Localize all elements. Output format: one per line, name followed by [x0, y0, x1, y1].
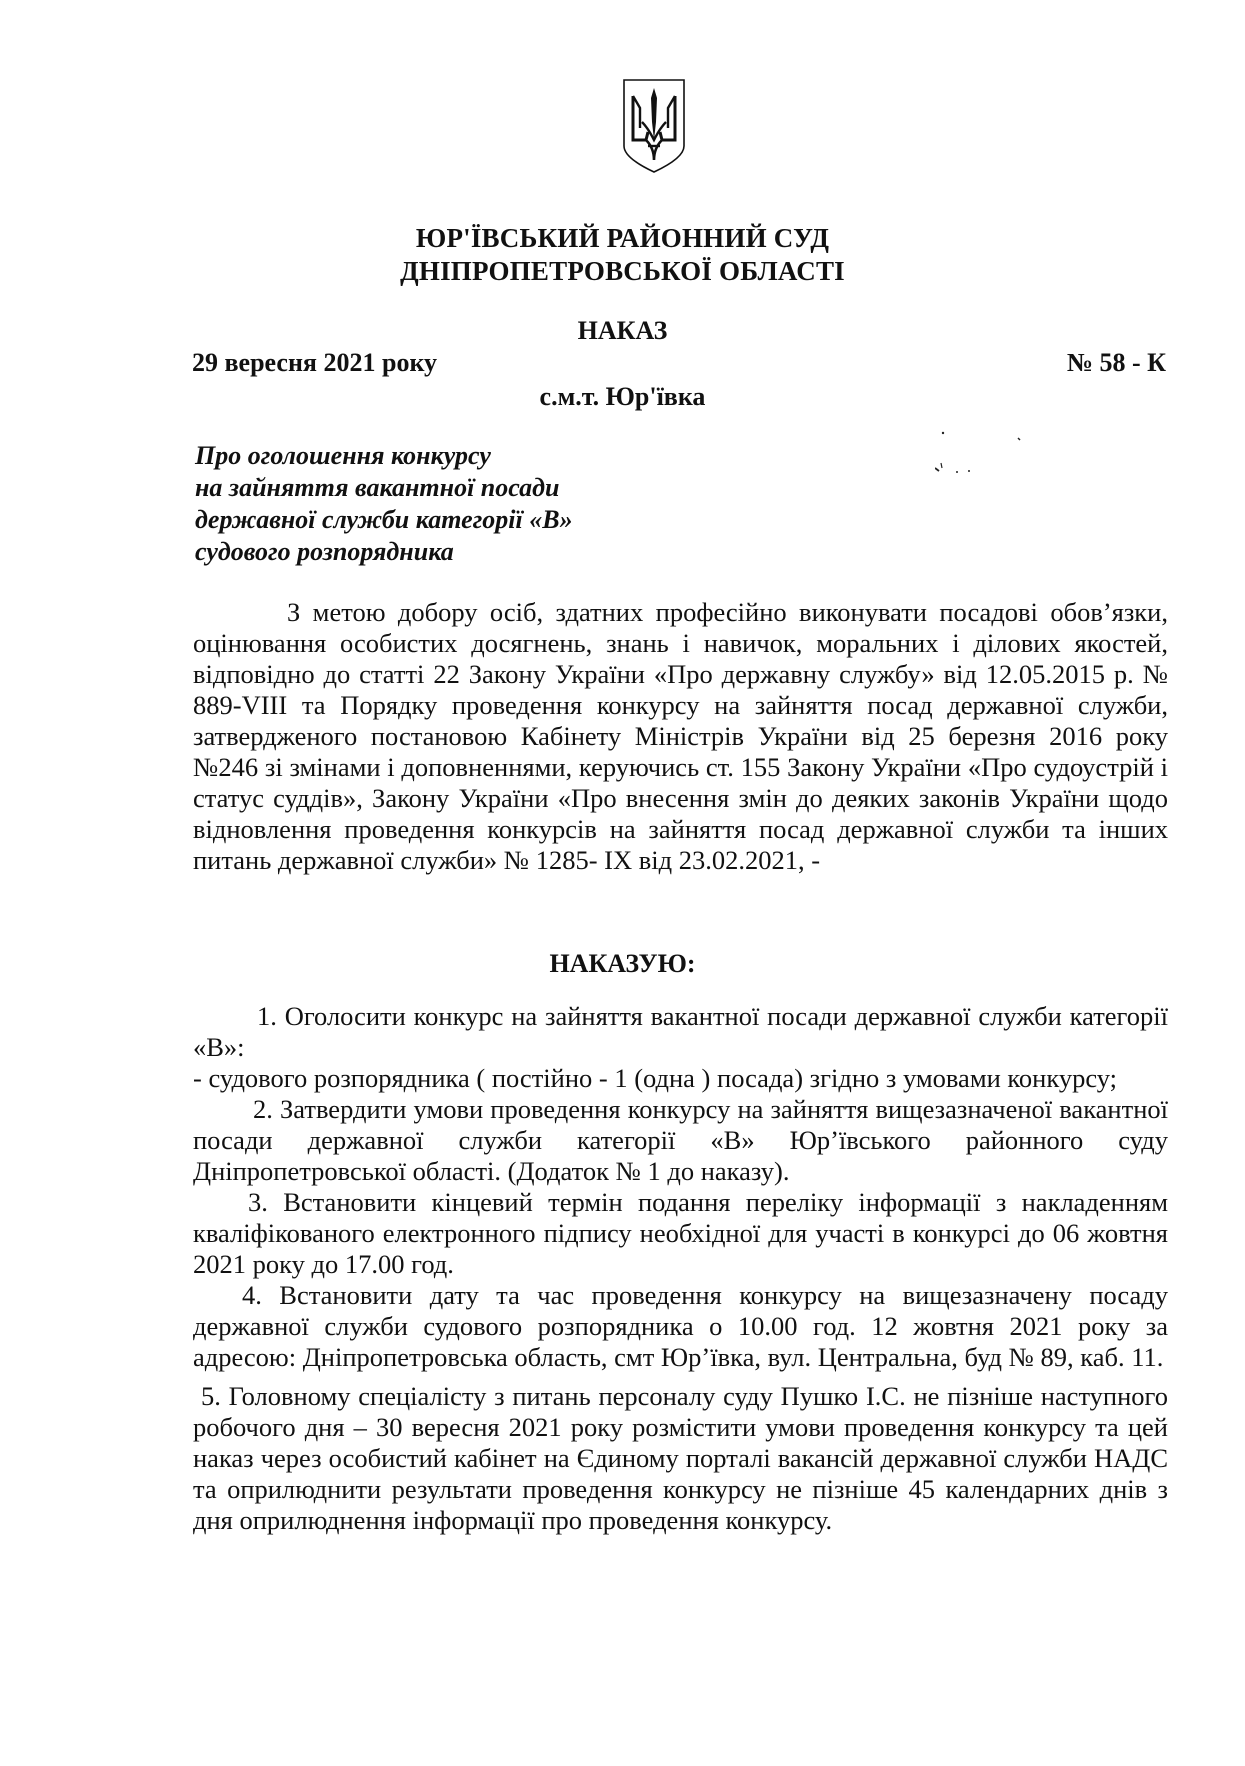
decree-item-3: 3. Встановити кінцевий термін подання переліку інформації з накладенням кваліфікованого електронного підпису необхідної для участі в конкурсі до 06 жовтня 2021 року до 17.00 год.	[193, 1187, 1168, 1279]
subject-line: державної служби категорії «В»	[195, 505, 573, 534]
decree-item-5: 5. Головному спеціалісту з питань персоналу суду Пушко І.С. не пізніше наступного робочого дня – 30 вересня 2021 року розмістити умови проведення конкурсу та цей наказ через особистий кабінет на Єдиному порталі вакансій державної служби НАДС та оприлюднити результати проведення конкурсу не пізніше 45 календарних днів з дня оприлюднення інформації про проведення конкурсу.	[193, 1381, 1168, 1535]
subject-line: на зайняття вакантної посади	[195, 473, 560, 502]
order-title: НАКАЗ	[577, 316, 668, 345]
decree-item-2: 2. Затвердити умови проведення конкурсу на зайняття вищезазначеної вакантної посади державної служби категорії «В» Юр’ївського районного суду Дніпропетровської області. (Додаток № 1 до наказу).	[193, 1094, 1168, 1186]
decree-heading: НАКАЗУЮ:	[549, 949, 696, 978]
decree-item-1: 1. Оголосити конкурс на зайняття вакантної посади державної служби категорії «В»:	[193, 1001, 1168, 1062]
decree-items	[193, 1001, 1168, 1536]
decree-item-4: 4. Встановити дату та час проведення конкурсу на вищезазначену посаду державної служби судового розпорядника о 10.00 год. 12 жовтня 2021 року за адресою: Дніпропетровська область, смт Юр’ївка, вул. Центральна, буд № 89, каб. 11.	[193, 1280, 1168, 1372]
trident-coat-of-arms-icon	[622, 78, 686, 176]
court-name	[0, 222, 1245, 288]
subject-line: Про оголошення конкурсу	[195, 441, 491, 470]
order-number: № 58 - К	[1066, 348, 1166, 377]
order-subject	[195, 440, 573, 568]
order-date: 29 вересня 2021 року	[192, 348, 438, 377]
order-place: с.м.т. Юр'ївка	[539, 382, 706, 411]
preamble-paragraph: З метою добору осіб, здатних професійно виконувати посадові обов’язки, оцінювання особистих досягнень, знань і навичок, моральних і ділових якостей, відповідно до статті 22 Закону України «Про державну службу» від 12.05.2015 р. № 889-VIII та Порядку проведення конкурсу на зайняття посад державної служби, затвердженого постановою Кабінету Міністрів України від 25 березня 2016 року №246 зі змінами і доповненнями, керуючись ст. 155 Закону України «Про судоустрій і статус суддів», Закону України «Про внесення змін до деяких законів України щодо відновлення проведення конкурсів на зайняття посад державної служби та інших питань державної служби» № 1285- IX від 23.02.2021, -	[193, 597, 1168, 875]
court-name-line-1: ЮР'ЇВСЬКИЙ РАЙОННИЙ СУД	[415, 223, 830, 253]
subject-line: судового розпорядника	[195, 537, 454, 566]
court-name-line-2: ДНІПРОПЕТРОВСЬКОЇ ОБЛАСТІ	[400, 256, 845, 286]
scan-specks	[935, 428, 1035, 483]
decree-item-1-sub: - судового розпорядника ( постійно - 1 (одна ) посада) згідно з умовами конкурсу;	[193, 1063, 1118, 1093]
